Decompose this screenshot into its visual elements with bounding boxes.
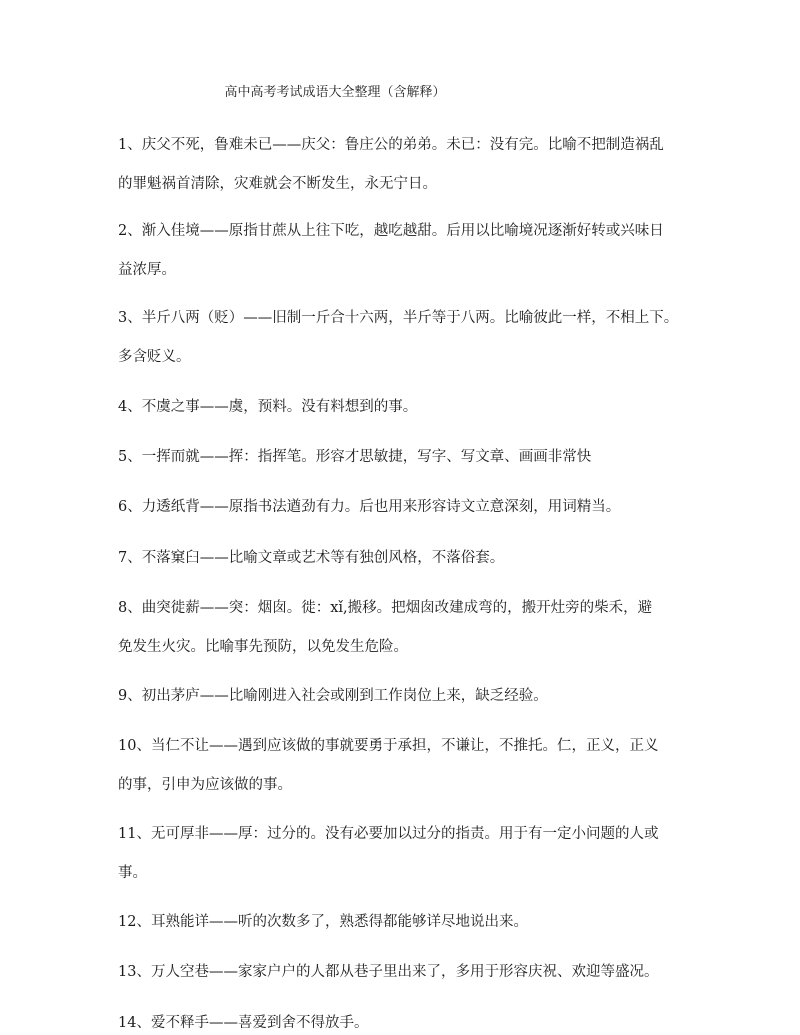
entry-line: 事。 xyxy=(118,865,147,881)
entry-line: 2、渐入佳境——原指甘蔗从上往下吃，越吃越甜。后用以比喻境况逐渐好转或兴味日 xyxy=(118,223,664,239)
entry-line: 免发生火灾。比喻事先预防，以免发生危险。 xyxy=(118,639,408,655)
idiom-entry-11 xyxy=(118,824,708,883)
entry-line: 6、力透纸背——原指书法遒劲有力。后也用来形容诗文立意深刻，用词精当。 xyxy=(118,499,621,515)
entry-line: 的事，引申为应该做的事。 xyxy=(118,777,292,793)
idiom-entry-3 xyxy=(118,308,708,367)
entry-line: 的罪魁祸首清除，灾难就会不断发生，永无宁日。 xyxy=(118,176,437,192)
entry-line: 9、初出茅庐——比喻刚进入社会或刚到工作岗位上来，缺乏经验。 xyxy=(118,688,548,704)
entry-line: 益浓厚。 xyxy=(118,262,176,278)
idiom-entry-8 xyxy=(118,598,708,657)
idiom-entry-1 xyxy=(118,135,708,194)
idiom-entry-10 xyxy=(118,736,708,795)
idiom-entry-6 xyxy=(118,497,708,517)
idiom-entry-7 xyxy=(118,548,708,568)
entry-line: 1、庆父不死，鲁难未已——庆父：鲁庄公的弟弟。未已：没有完。比喻不把制造祸乱 xyxy=(118,137,664,153)
idiom-entry-13 xyxy=(118,962,708,982)
entry-line: 多含贬义。 xyxy=(118,349,191,365)
idiom-entry-12 xyxy=(118,912,708,932)
entry-line: 14、爱不释手——喜爱到舍不得放手。 xyxy=(118,1015,369,1031)
entry-line: 13、万人空巷——家家户户的人都从巷子里出来了，多用于形容庆祝、欢迎等盛况。 xyxy=(118,964,659,980)
document-title: 高中高考考试成语大全整理（含解释） xyxy=(224,85,446,100)
entry-line: 11、无可厚非——厚：过分的。没有必要加以过分的指责。用于有一定小问题的人或 xyxy=(118,826,659,842)
idiom-entry-9 xyxy=(118,686,708,706)
entry-line: 10、当仁不让——遇到应该做的事就要勇于承担，不谦让，不推托。仁，正义，正义 xyxy=(118,738,659,754)
idiom-entry-5 xyxy=(118,447,708,467)
entry-line: 3、半斤八两（贬）——旧制一斤合十六两，半斤等于八两。比喻彼此一样，不相上下。 xyxy=(118,310,679,326)
entry-line: 7、不落窠臼——比喻文章或艺术等有独创风格，不落俗套。 xyxy=(118,550,505,566)
idiom-entry-14 xyxy=(118,1013,708,1033)
entry-line: 5、一挥而就——挥：指挥笔。形容才思敏捷，写字、写文章、画画非常快 xyxy=(118,449,592,465)
entry-line: 4、不虞之事——虞，预料。没有料想到的事。 xyxy=(118,399,418,415)
entry-line: 12、耳熟能详——听的次数多了，熟悉得都能够详尽地说出来。 xyxy=(118,914,528,930)
idiom-entry-4 xyxy=(118,397,708,417)
idiom-entry-2 xyxy=(118,221,708,280)
entry-line: 8、曲突徙薪——突：烟囱。徙：xǐ,搬移。把烟囱改建成弯的，搬开灶旁的柴禾，避 xyxy=(118,600,653,616)
